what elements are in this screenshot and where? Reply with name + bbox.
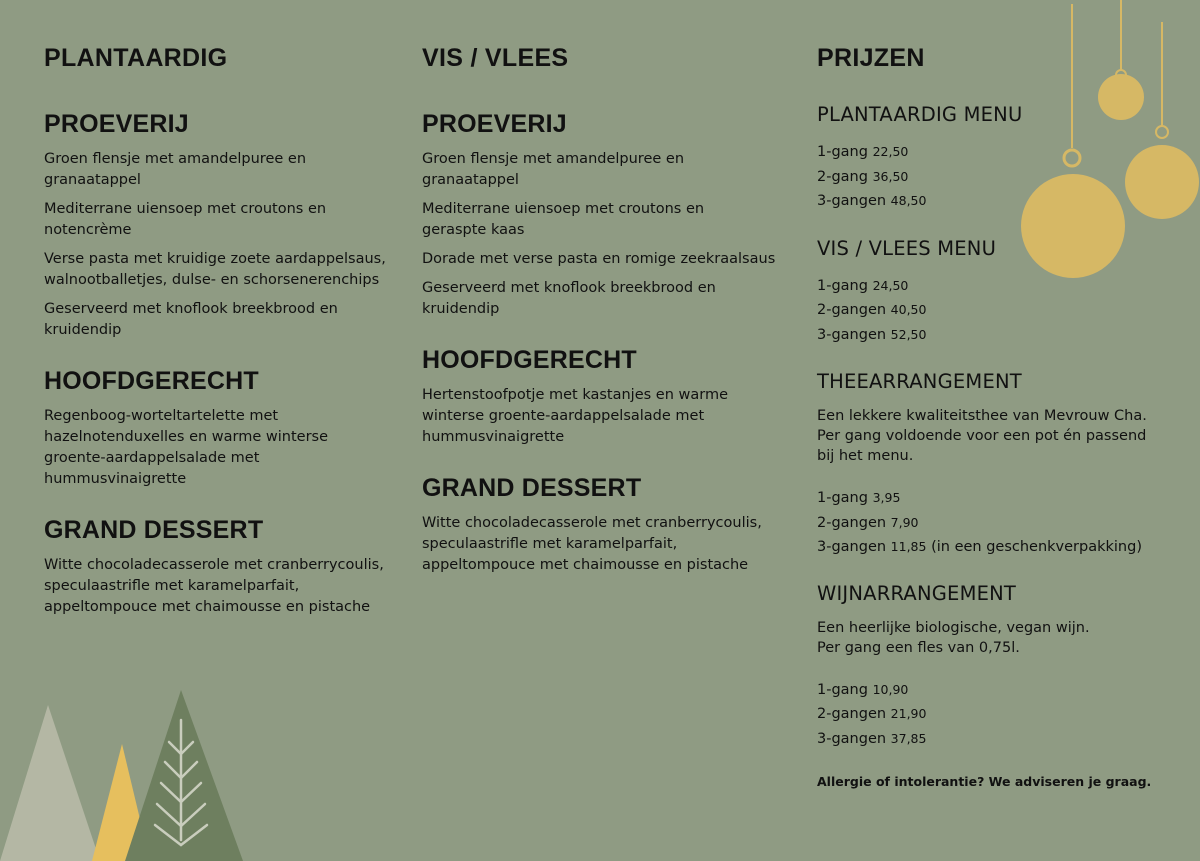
proeverij-heading: PROEVERIJ xyxy=(422,110,567,138)
wijn-description xyxy=(817,618,1167,658)
wijn-line: Per gang een fles van 0,75l. xyxy=(817,639,1020,656)
dish-item: Mediterrane uiensoep met croutons en geraspte kaas xyxy=(422,201,705,238)
price-row xyxy=(817,486,1167,511)
price-value: 7,90 xyxy=(890,514,919,530)
hoofdgerecht-heading: HOOFDGERECHT xyxy=(422,346,637,374)
price-row xyxy=(817,323,1167,348)
thee-description xyxy=(817,406,1157,466)
dessert-text: Witte chocoladecasserole met cranberrycoulis, speculaastrifle met karamelparfait, appeltompouce met chaimousse en pistache xyxy=(422,515,762,573)
price-label: 2-gangen xyxy=(817,706,887,722)
price-value: 10,90 xyxy=(872,681,909,697)
bauble-small-icon xyxy=(1098,0,1144,120)
price-value: 48,50 xyxy=(890,193,927,208)
dessert-text: Witte chocoladecasserole met cranberrycoulis, speculaastrifle met karamelparfait, appeltompouce met chaimousse en pistache xyxy=(44,557,384,615)
price-label: 2-gangen xyxy=(817,514,887,531)
wijn-prices xyxy=(817,678,1167,752)
price-label: 2-gangen xyxy=(817,302,887,318)
price-label: 1-gang xyxy=(817,681,868,698)
proeverij-list xyxy=(44,149,404,341)
price-row xyxy=(817,678,1167,703)
thee-line: Per gang voldoende voor een pot én passend bij het menu. xyxy=(817,428,1147,464)
price-value: 36,50 xyxy=(872,168,909,184)
price-label: 1-gang xyxy=(817,277,868,294)
bauble-large-icon xyxy=(1021,4,1125,278)
hoofdgerecht-heading: HOOFDGERECHT xyxy=(44,367,259,395)
proeverij-list xyxy=(422,149,792,320)
price-value: 24,50 xyxy=(872,277,909,293)
plantaardig-column xyxy=(44,44,404,626)
thee-prices xyxy=(817,486,1167,560)
dessert-heading: GRAND DESSERT xyxy=(44,516,264,544)
christmas-trees-illustration xyxy=(0,690,250,861)
plantaardig-menu-heading: PLANTAARDIG MENU xyxy=(817,103,1023,126)
price-label: 1-gang xyxy=(817,490,868,506)
thee-line: Een lekkere kwaliteitsthee van Mevrouw Cha. xyxy=(817,408,1147,424)
price-row xyxy=(817,535,1167,560)
plantaardig-title: PLANTAARDIG xyxy=(44,44,228,72)
wijn-heading: WIJNARRANGEMENT xyxy=(817,581,1017,605)
vis-vlees-menu-heading: VIS / VLEES MENU xyxy=(817,236,997,260)
price-label: 2-gang xyxy=(817,168,868,185)
hoofdgerecht-text: Regenboog-worteltartelette met hazelnotenduxelles en warme winterse groente-aardappelsalade met hummusvinaigrette xyxy=(44,408,329,487)
price-value: 52,50 xyxy=(890,326,927,342)
price-row xyxy=(817,727,1167,752)
dish-item: Geserveerd met knoflook breekbrood en kruidendip xyxy=(422,280,716,317)
price-value: 3,95 xyxy=(872,490,901,505)
dish-item: Groen flensje met amandelpuree en granaatappel xyxy=(422,151,685,188)
allergy-note: Allergie of intolerantie? We adviseren je graag. xyxy=(817,774,1152,789)
price-row xyxy=(817,702,1167,727)
prijzen-title: PRIJZEN xyxy=(817,44,925,72)
price-value: 37,85 xyxy=(890,730,927,746)
price-value: 11,85 xyxy=(890,539,927,554)
price-label: 3-gangen xyxy=(817,539,887,555)
proeverij-heading: PROEVERIJ xyxy=(44,110,189,138)
dish-item: Geserveerd met knoflook breekbrood en kruidendip xyxy=(44,301,338,338)
dessert-heading: GRAND DESSERT xyxy=(422,474,642,502)
price-label: 1-gang xyxy=(817,144,868,160)
price-value: 21,90 xyxy=(890,706,927,721)
bauble-medium-icon xyxy=(1125,22,1199,219)
thee-heading: THEEARRANGEMENT xyxy=(817,370,1022,393)
dish-item: Mediterrane uiensoep met croutons en notencrème xyxy=(44,201,327,238)
price-row xyxy=(817,298,1167,323)
dish-item: Groen flensje met amandelpuree en granaatappel xyxy=(44,151,307,188)
price-value: 40,50 xyxy=(890,302,927,317)
hoofdgerecht-text: Hertenstoofpotje met kastanjes en warme winterse groente-aardappelsalade met hummusvinaigrette xyxy=(422,387,729,445)
christmas-baubles-illustration xyxy=(1010,0,1200,290)
price-row xyxy=(817,511,1167,536)
dish-item: Dorade met verse pasta en romige zeekraalsaus xyxy=(422,251,776,267)
dish-item: Verse pasta met kruidige zoete aardappelsaus, walnootballetjes, dulse- en schorsenerenchips xyxy=(44,251,386,288)
vis-vlees-title: VIS / VLEES xyxy=(422,44,569,72)
vis-vlees-column xyxy=(422,44,792,584)
price-value: 22,50 xyxy=(872,144,909,159)
price-label: 3-gangen xyxy=(817,193,887,209)
price-label: 3-gangen xyxy=(817,730,887,747)
wijn-line: Een heerlijke biologische, vegan wijn. xyxy=(817,619,1090,636)
price-label: 3-gangen xyxy=(817,326,887,343)
price-note: (in een geschenkverpakking) xyxy=(931,539,1142,555)
tree-light-icon xyxy=(0,705,100,861)
